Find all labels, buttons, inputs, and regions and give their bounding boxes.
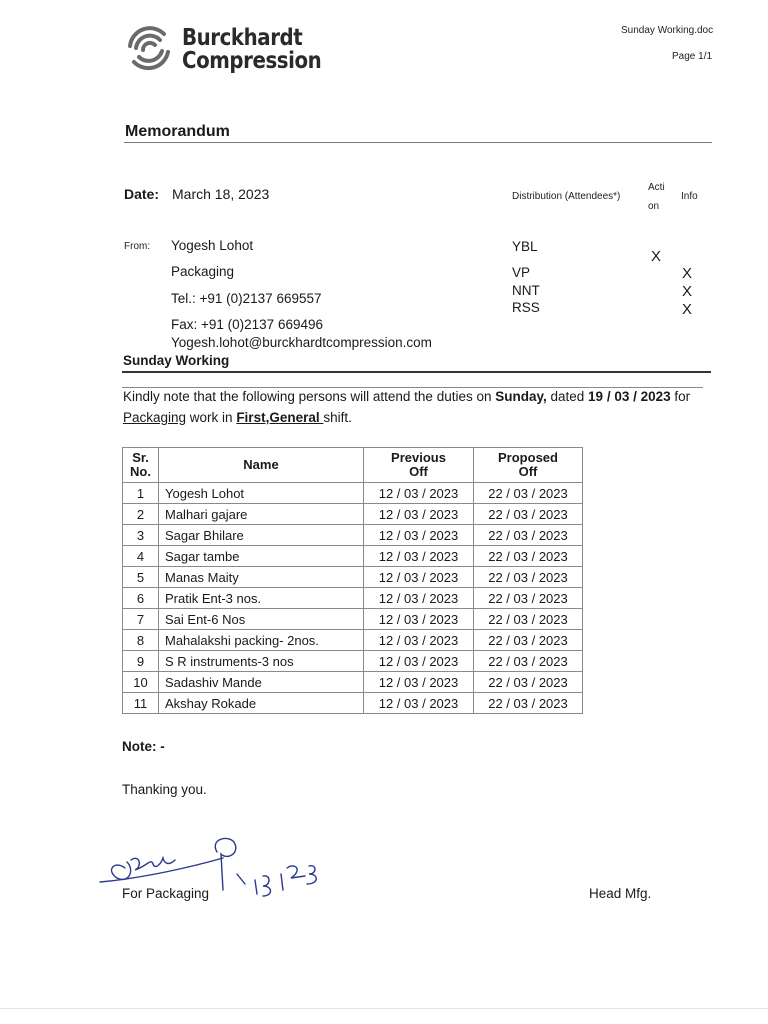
cell-sr: 3 [123,525,159,546]
cell-sr: 1 [123,483,159,504]
cell-name: Manas Maity [159,567,364,588]
col-previous-off-header: Previous Off [364,448,474,483]
cell-previous-off: 12 / 03 / 2023 [364,672,474,693]
col-proposed-off-header: Proposed Off [474,448,583,483]
cell-proposed-off: 22 / 03 / 2023 [474,693,583,714]
cell-proposed-off: 22 / 03 / 2023 [474,609,583,630]
cell-sr: 4 [123,546,159,567]
cell-sr: 6 [123,588,159,609]
distribution-info-mark: X [682,283,693,300]
body-shift: First,General [236,410,324,425]
cell-previous-off: 12 / 03 / 2023 [364,567,474,588]
cell-name: Akshay Rokade [159,693,364,714]
table-row [123,504,583,525]
company-logo [124,24,322,76]
cell-sr: 7 [123,609,159,630]
distribution-name: NNT [512,283,540,298]
cell-name: S R instruments-3 nos [159,651,364,672]
company-name-line2: Compression [182,48,322,74]
note-label: Note: - [122,739,165,754]
table-row [123,672,583,693]
col-name-header: Name [159,448,364,483]
distribution-action-mark: X [651,248,662,265]
cell-proposed-off: 22 / 03 / 2023 [474,546,583,567]
body-text: for [670,389,691,404]
body-date: 19 / 03 / 2023 [588,389,671,404]
duty-table [122,447,583,714]
table-header-row [123,448,583,483]
cell-previous-off: 12 / 03 / 2023 [364,609,474,630]
body-text: work in [186,410,237,425]
logo-swirl-icon [124,24,174,72]
page-bottom-edge [0,1008,768,1009]
info-header: Info [681,191,698,202]
cell-name: Sai Ent-6 Nos [159,609,364,630]
cell-sr: 11 [123,693,159,714]
cell-name: Sagar tambe [159,546,364,567]
table-row [123,567,583,588]
cell-proposed-off: 22 / 03 / 2023 [474,483,583,504]
cell-sr: 10 [123,672,159,693]
title-divider [124,142,712,143]
signature-right-label: Head Mfg. [589,886,652,901]
cell-previous-off: 12 / 03 / 2023 [364,630,474,651]
body-text: dated [546,389,589,404]
action-header-line1: Acti [648,182,665,193]
file-name: Sunday Working.doc [621,25,714,36]
signature-left-label: For Packaging [122,886,210,901]
cell-proposed-off: 22 / 03 / 2023 [474,567,583,588]
company-name-line1: Burckhardt [182,25,303,51]
cell-proposed-off: 22 / 03 / 2023 [474,672,583,693]
table-row [123,693,583,714]
cell-previous-off: 12 / 03 / 2023 [364,525,474,546]
from-email: Yogesh.lohot@burckhardtcompression.com [171,335,432,350]
memo-title: Memorandum [125,123,230,140]
body-divider [122,387,703,388]
cell-previous-off: 12 / 03 / 2023 [364,504,474,525]
body-day: Sunday, [495,389,547,404]
cell-proposed-off: 22 / 03 / 2023 [474,651,583,672]
col-sr-header: Sr. No. [123,448,159,483]
body-department: Packaging [123,410,187,425]
from-name: Yogesh Lohot [171,238,254,253]
table-row [123,525,583,546]
body-line-2 [123,410,352,425]
table-row [123,651,583,672]
cell-proposed-off: 22 / 03 / 2023 [474,588,583,609]
from-fax: Fax: +91 (0)2137 669496 [171,317,323,332]
table-row [123,609,583,630]
from-label: From: [124,241,151,252]
distribution-info-mark: X [682,301,693,318]
table-row [123,630,583,651]
cell-proposed-off: 22 / 03 / 2023 [474,525,583,546]
distribution-name: YBL [512,239,538,254]
from-telephone: Tel.: +91 (0)2137 669557 [171,291,322,306]
action-header-line2: on [648,201,660,212]
memo-subject: Sunday Working [123,353,230,368]
cell-name: Malhari gajare [159,504,364,525]
cell-sr: 2 [123,504,159,525]
cell-name: Pratik Ent-3 nos. [159,588,364,609]
table-row [123,588,583,609]
cell-name: Sadashiv Mande [159,672,364,693]
subject-divider [122,371,711,373]
cell-name: Mahalakshi packing- 2nos. [159,630,364,651]
distribution-name: RSS [512,300,540,315]
body-line-1 [123,389,690,404]
cell-sr: 8 [123,630,159,651]
distribution-label: Distribution (Attendees*) [512,191,621,202]
table-row [123,546,583,567]
cell-previous-off: 12 / 03 / 2023 [364,483,474,504]
cell-previous-off: 12 / 03 / 2023 [364,651,474,672]
from-department: Packaging [171,264,235,279]
distribution-info-mark: X [682,265,693,282]
cell-previous-off: 12 / 03 / 2023 [364,546,474,567]
cell-name: Yogesh Lohot [159,483,364,504]
date-label: Date: [124,186,160,202]
cell-proposed-off: 22 / 03 / 2023 [474,630,583,651]
cell-previous-off: 12 / 03 / 2023 [364,588,474,609]
page-number: Page 1/1 [672,51,713,62]
cell-previous-off: 12 / 03 / 2023 [364,693,474,714]
closing-thanks: Thanking you. [122,782,207,797]
cell-proposed-off: 22 / 03 / 2023 [474,504,583,525]
cell-sr: 9 [123,651,159,672]
cell-sr: 5 [123,567,159,588]
body-text: Kindly note that the following persons will attend the duties on [123,389,496,404]
cell-name: Sagar Bhilare [159,525,364,546]
table-row [123,483,583,504]
body-text: shift. [323,410,352,425]
distribution-name: VP [512,265,531,280]
date-value: March 18, 2023 [172,186,270,202]
